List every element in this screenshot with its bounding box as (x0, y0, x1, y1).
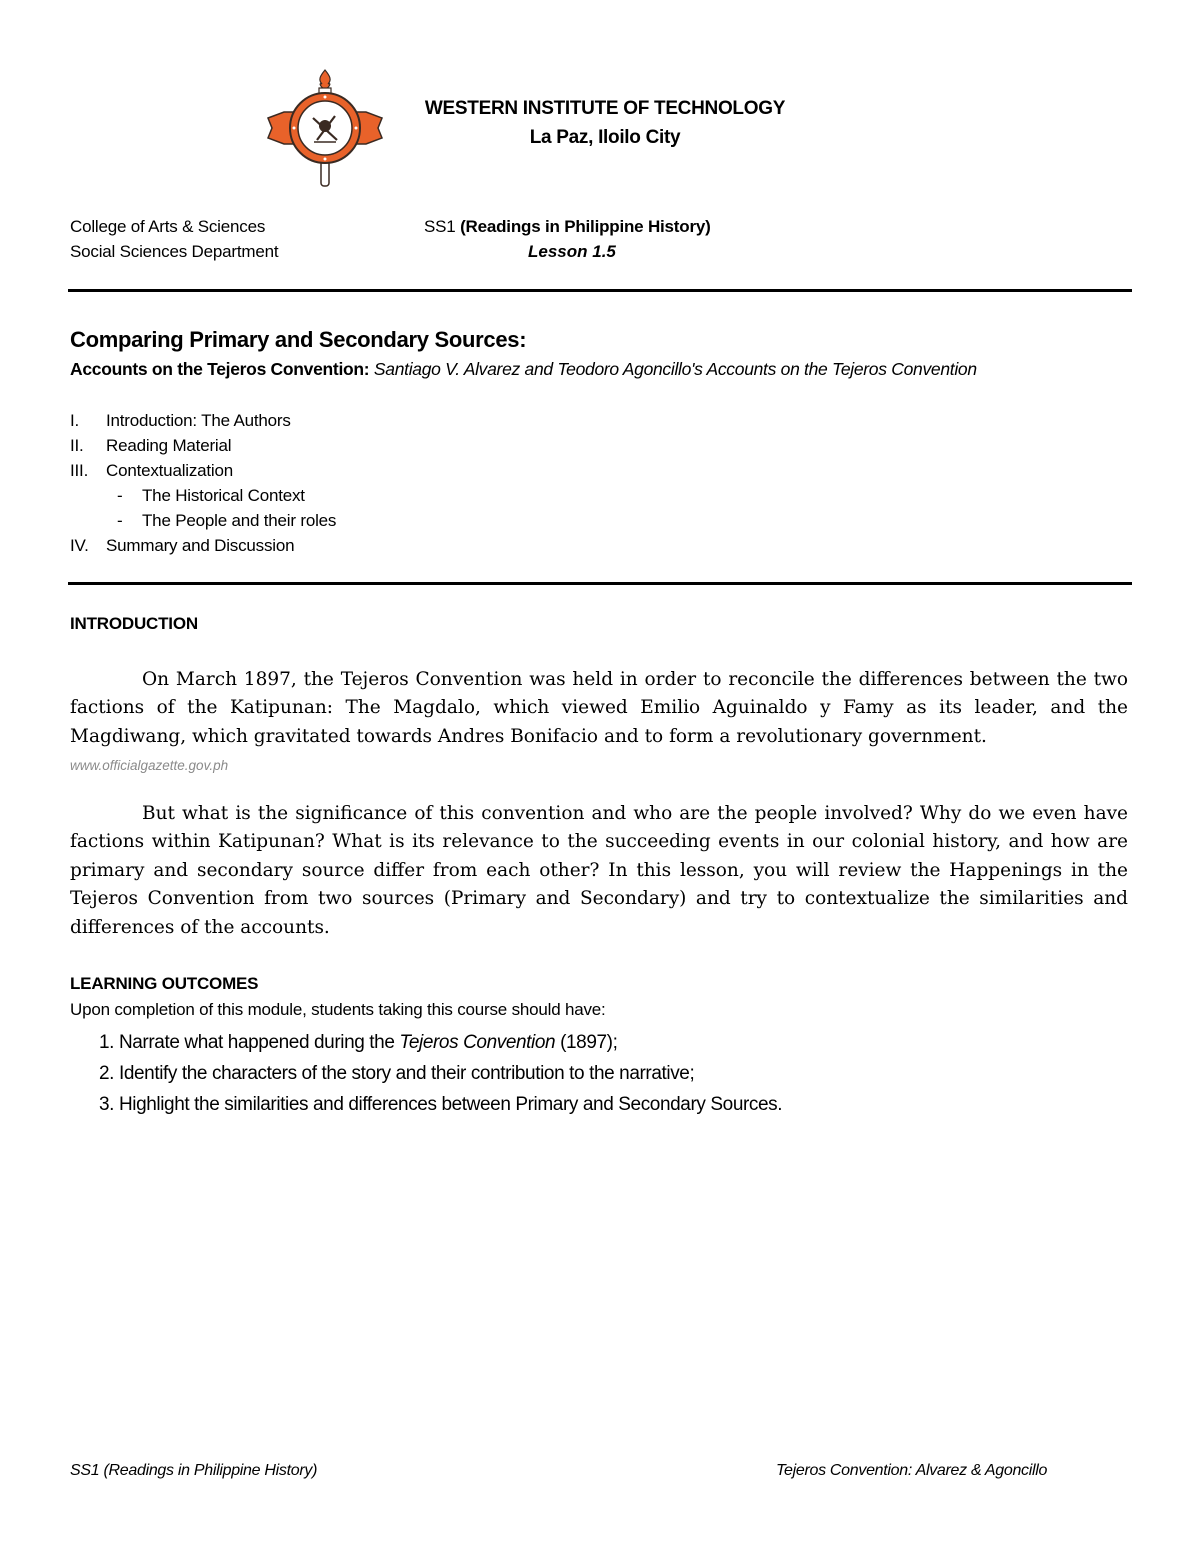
subtitle-bold: Accounts on the Tejeros Convention: (70, 359, 370, 379)
outline-item: IV. Summary and Discussion (70, 536, 295, 555)
lesson-outline (70, 408, 336, 558)
outline-item: III. Contextualization (70, 461, 234, 480)
page-subtitle (70, 359, 977, 380)
department-name: Social Sciences Department (70, 242, 279, 261)
outline-divider (68, 582, 1132, 585)
introduction-heading: INTRODUCTION (70, 614, 198, 633)
course-code: SS1 (424, 217, 456, 236)
learning-outcome-item: 1. Narrate what happened during the Tejeros Convention (1897); (99, 1032, 618, 1053)
outline-subitem: - The Historical Context (117, 486, 305, 505)
subtitle-italic: Santiago V. Alvarez and Teodoro Agoncillo's Accounts on the Tejeros Convention (373, 359, 977, 379)
introduction-paragraph-1: On March 1897, the Tejeros Convention was held in order to reconcile the differences between the two factions of the Katipunan: The Magdalo, which viewed Emilio Aguinaldo y Famy as its leader, and the Magdiwang, which gravitated towards Andres Bonifacio and to form a revolutionary government. www.officialgazette.gov.ph (70, 669, 1128, 774)
footer-right: Tejeros Convention: Alvarez & Agoncillo (776, 1462, 1048, 1479)
source-reference: www.officialgazette.gov.ph (70, 758, 229, 774)
college-name: College of Arts & Sciences (70, 217, 266, 236)
institution-address: La Paz, Iloilo City (529, 127, 681, 148)
outline-item: II. Reading Material (70, 436, 232, 455)
header-divider (68, 289, 1132, 292)
course-title: (Readings in Philippine History) (460, 217, 711, 236)
learning-outcome-item: 2. Identify the characters of the story and their contribution to the narrative; (99, 1063, 695, 1084)
outline-item: I. Introduction: The Authors (70, 411, 291, 430)
course-info (424, 217, 711, 237)
learning-outcome-item: 3. Highlight the similarities and differences between Primary and Secondary Sources. (99, 1094, 783, 1115)
learning-outcomes-heading: LEARNING OUTCOMES (70, 974, 259, 993)
page-title: Comparing Primary and Secondary Sources: (70, 327, 527, 352)
lesson-number: Lesson 1.5 (528, 242, 616, 261)
learning-outcomes-intro: Upon completion of this module, students taking this course should have: (70, 1000, 606, 1019)
institution-name: WESTERN INSTITUTE OF TECHNOLOGY (424, 98, 786, 119)
outline-subitem: - The People and their roles (117, 511, 337, 530)
introduction-paragraph-2: But what is the significance of this convention and who are the people involved? Why do we even have factions within Katipunan? What is its relevance to the succeeding events in our colonial history, and how are primary and secondary source differ from each other? In this lesson, you will review the Happenings in the Tejeros Convention from two sources (Primary and Secondary) and try to contextualize the similarities and differences of the accounts. (70, 803, 1128, 938)
learning-outcomes-list (99, 1027, 782, 1120)
footer-left: SS1 (Readings in Philippine History) (70, 1462, 318, 1479)
